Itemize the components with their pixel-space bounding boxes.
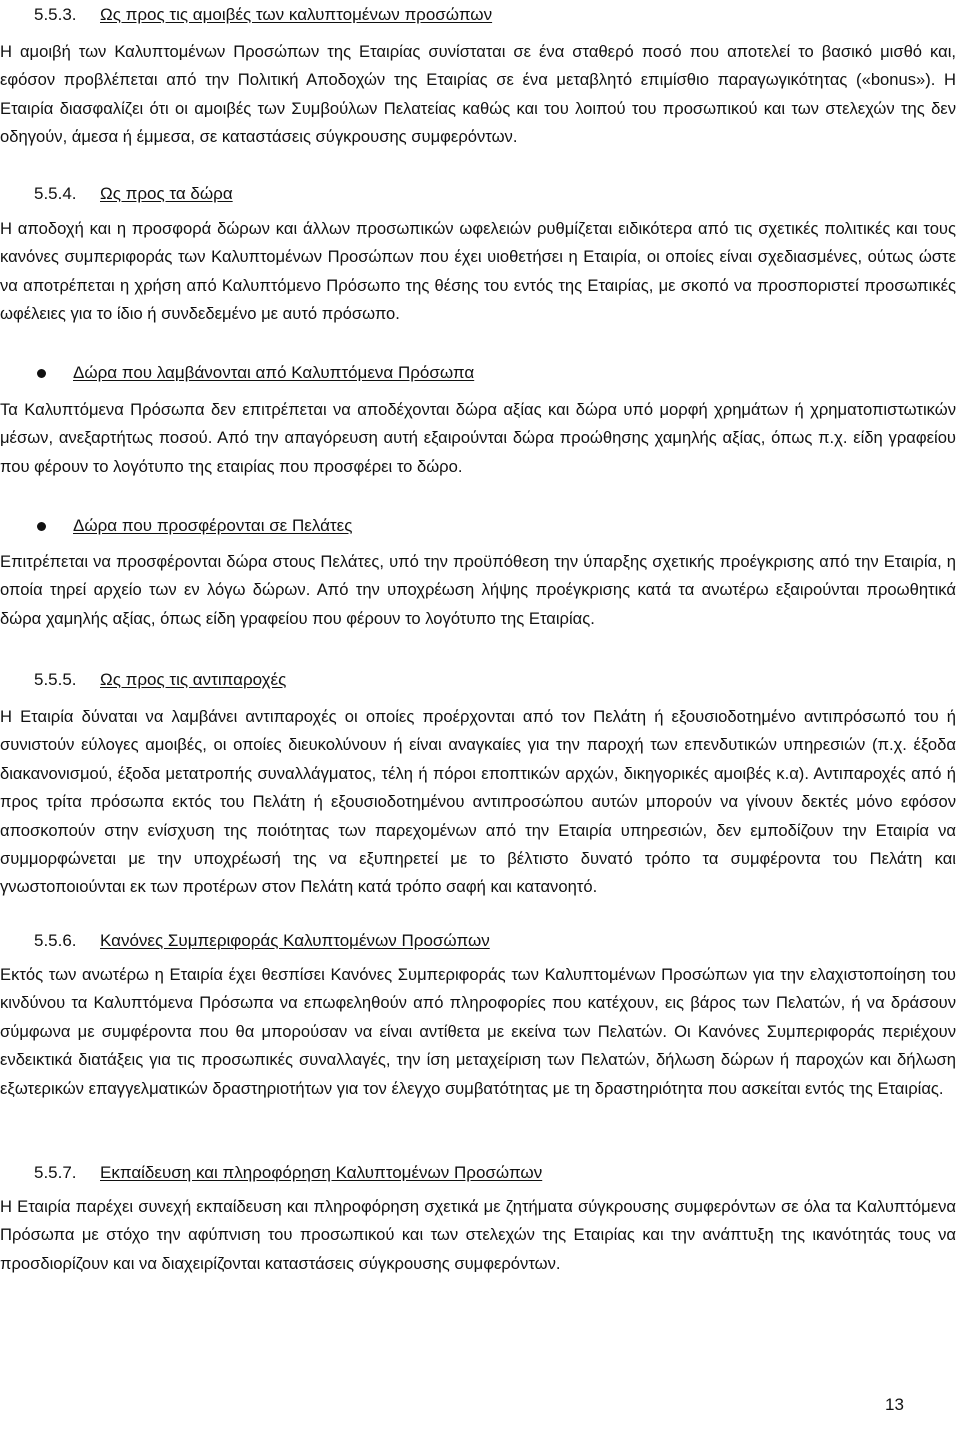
section-paragraph: Εκτός των ανωτέρω η Εταιρία έχει θεσπίσει Κανόνες Συμπεριφοράς των Καλυπτομένων Προσώπων για την ελαχιστοποίηση του κινδύνου τα Καλυπτόμενα Πρόσωπα να επωφεληθούν από πληροφορίες που κατέχουν, εις βάρος των Πελατών, ή να δράσουν σύμφωνα με συμφέροντα που θα μπορούσαν να είναι αντίθετα με εκείνα των Πελατών. Οι Κανόνες Συμπεριφοράς περιέχουν ενδεικτικά διατάξεις για τις προσωπικές συναλλαγές, την ίση μεταχείριση των Πελατών, δήλωση δώρων ή παροχών και δήλωση εξωτερικών επαγγελματικών δραστηριοτήτων για τον έλεγχο συμβατότητας με τη δραστηριότητα που ασκείται εντός της Εταιρίας. [0, 965, 956, 1098]
section-number: 5.5.4. [34, 184, 77, 203]
bullet-paragraph: Επιτρέπεται να προσφέρονται δώρα στους Πελάτες, υπό την προϋπόθεση την ύπαρξης σχετικής προέγκρισης από την Εταιρία, η οποία τηρεί αρχείο των εν λόγω δώρων. Από την υποχρέωση λήψης προέγκρισης κατά τα ανωτέρω εξαιρούνται προωθητικά δώρα χαμηλής αξίας, όπως είδη γραφείου που φέρουν το λογότυπο της Εταιρίας. [0, 552, 956, 628]
bullet-item [0, 360, 474, 386]
bullet-icon [37, 522, 46, 531]
section-heading [0, 181, 233, 207]
section-heading [0, 667, 286, 693]
section-paragraph: Η αμοιβή των Καλυπτομένων Προσώπων της Εταιρίας συνίσταται σε ένα σταθερό ποσό που αποτελεί το βασικό μισθό και, εφόσον προβλέπεται από την Πολιτική Αποδοχών της Εταιρίας σε ένα μεταβλητό επιμίσθιο παραγωγικότητας («bonus»). Η Εταιρία διασφαλίζει ότι οι αμοιβές των Συμβούλων Πελατείας καθώς και του λοιπού του προσωπικού και των στελεχών της δεν οδηγούν, άμεσα ή έμμεσα, σε καταστάσεις σύγκρουσης συμφερόντων. [0, 42, 956, 147]
section-title: Ως προς τις αντιπαροχές [100, 670, 287, 689]
page-number: 13 [885, 1395, 904, 1414]
section-title: Ως προς τα δώρα [100, 184, 233, 203]
bullet-title: Δώρα που προσφέρονται σε Πελάτες [73, 516, 353, 535]
section-title: Ως προς τις αμοιβές των καλυπτομένων προσώπων [100, 5, 493, 24]
section-heading [0, 2, 492, 28]
section-number: 5.5.3. [34, 5, 77, 24]
section-title: Εκπαίδευση και πληροφόρηση Καλυπτομένων Προσώπων [100, 1163, 543, 1182]
section-title: Κανόνες Συμπεριφοράς Καλυπτομένων Προσώπων [100, 931, 490, 950]
bullet-icon [37, 369, 46, 378]
section-paragraph: Η αποδοχή και η προσφορά δώρων και άλλων προσωπικών ωφελειών ρυθμίζεται ειδικότερα από τις σχετικές πολιτικές και τους κανόνες συμπεριφοράς των Καλυπτομένων Προσώπων που έχει υιοθετήσει η Εταιρία, οι οποίες είναι σχεδιασμένες, ούτως ώστε να αποτρέπεται η χρήση από Καλυπτόμενο Πρόσωπο της θέσης του εντός της Εταιρίας, με σκοπό να προσποριστεί προσωπικές ωφέλειες για το ίδιο ή συνδεδεμένο με αυτό πρόσωπο. [0, 219, 956, 324]
section-paragraph: Η Εταιρία δύναται να λαμβάνει αντιπαροχές οι οποίες προέρχονται από τον Πελάτη ή εξουσιοδοτημένο αντιπρόσωπό του ή συνιστούν εύλογες αμοιβές, οι οποίες διευκολύνουν ή είναι αναγκαίες για την παροχή των επενδυτικών υπηρεσιών (π.χ. έξοδα διακανονισμού, έξοδα μετατροπής συναλλάγματος, τέλη ή πόροι εποπτικών αρχών, δικηγορικές αμοιβές κ.α). Αντιπαροχές από ή προς τρίτα πρόσωπα εκτός του Πελάτη ή εξουσιοδοτημένου αντιπροσώπου αυτών μπορούν να γίνουν δεκτές μόνο εφόσον αποσκοπούν στην ενίσχυση της ποιότητας των παρεχομένων από την Εταιρία υπηρεσιών, δεν εμποδίζουν την Εταιρία να συμμορφώνεται με την υποχρέωσή της να εξυπηρετεί με το βέλτιστο δυνατό τρόπο τα συμφέροντα του Πελάτη και γνωστοποιούνται εκ των προτέρων στον Πελάτη κατά τρόπο σαφή και κατανοητό. [0, 707, 956, 897]
bullet-paragraph: Τα Καλυπτόμενα Πρόσωπα δεν επιτρέπεται να αποδέχονται δώρα αξίας και δώρα υπό μορφή χρημάτων ή χρηματοπιστωτικών μέσων, ανεξαρτήτως ποσού. Από την απαγόρευση αυτή εξαιρούνται δώρα προώθησης χαμηλής αξίας, όπως π.χ. είδη γραφείου που φέρουν το λογότυπο της εταιρίας που προσφέρει το δώρο. [0, 400, 956, 476]
section-paragraph: Η Εταιρία παρέχει συνεχή εκπαίδευση και πληροφόρηση σχετικά με ζητήματα σύγκρουσης συμφερόντων σε όλα τα Καλυπτόμενα Πρόσωπα με στόχο την αφύπνιση του προσωπικού και των στελεχών της Εταιρίας και την ανάπτυξη της ικανότητάς τους να προσδιορίζουν και να διαχειρίζονται καταστάσεις σύγκρουσης συμφερόντων. [0, 1197, 956, 1273]
bullet-item [0, 513, 352, 539]
section-number: 5.5.5. [34, 670, 77, 689]
section-number: 5.5.6. [34, 931, 77, 950]
section-heading [0, 928, 490, 954]
section-heading [0, 1160, 542, 1186]
section-number: 5.5.7. [34, 1163, 77, 1182]
bullet-title: Δώρα που λαμβάνονται από Καλυπτόμενα Πρόσωπα [73, 363, 475, 382]
